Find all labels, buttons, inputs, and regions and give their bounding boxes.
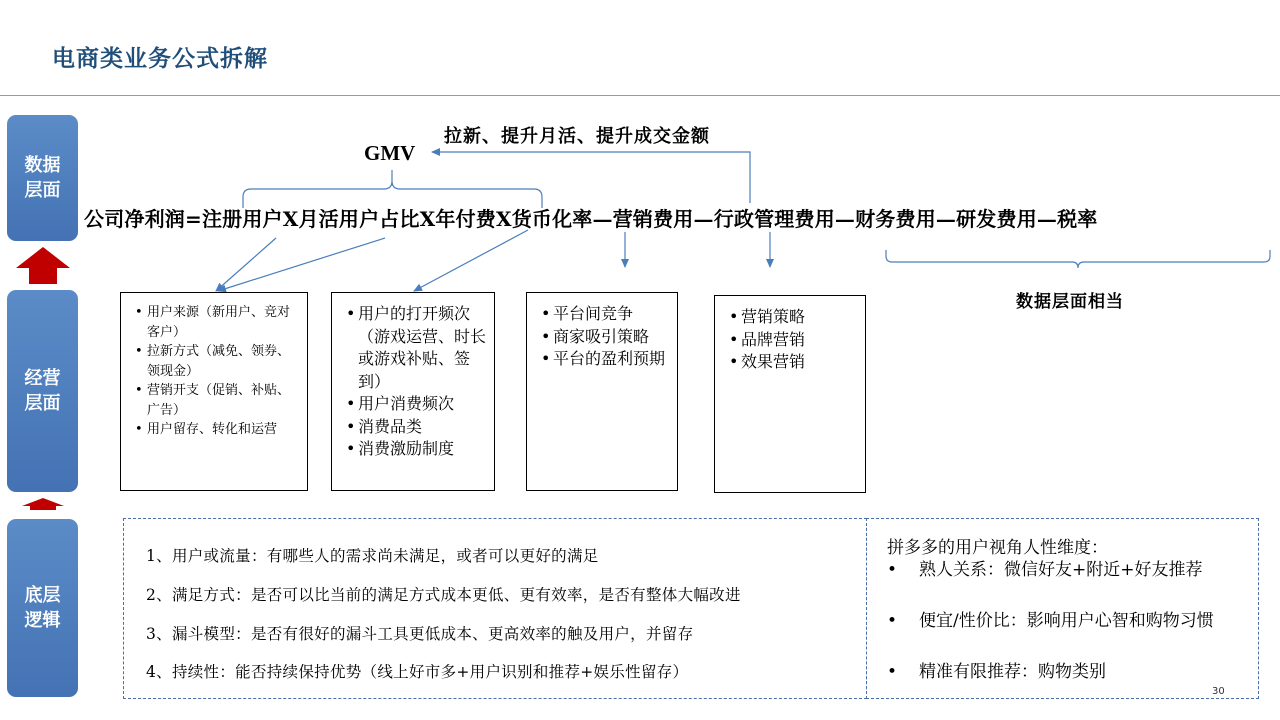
top-note: 拉新、提升月活、提升成交金额 — [444, 126, 710, 147]
list-item: • 用户的打开频次（游戏运营、时长或游戏补贴、签到） — [346, 303, 488, 393]
pdd-item-text: 精准有限推荐：购物类别 — [919, 662, 1106, 682]
bullet-icon: • — [887, 662, 898, 682]
side-label-data-layer-text: 数据层面 — [24, 155, 61, 201]
pdd-item — [887, 609, 1247, 634]
gmv-feedback-line — [432, 152, 750, 203]
list-item: • 效果营销 — [729, 351, 859, 374]
page-title: 电商类业务公式拆解 — [52, 46, 268, 72]
connector-pay-box2 — [414, 230, 528, 291]
ops-box-marketing — [714, 295, 866, 493]
logic-line-1: 1、用户或流量：有哪些人的需求尚未满足，或者可以更好的满足 — [146, 547, 599, 565]
list-item: • 平台的盈利预期 — [541, 348, 671, 371]
bullet-icon: • — [887, 611, 898, 631]
up-arrow-large — [16, 247, 70, 284]
connector-active-box1 — [218, 238, 385, 291]
logic-line-3: 3、漏斗模型：是否有很好的漏斗工具更低成本、更高效率的触及用户，并留存 — [146, 625, 694, 643]
side-label-ops-layer-text: 经营层面 — [24, 368, 61, 414]
data-equivalent-label: 数据层面相当 — [1016, 292, 1124, 312]
connector-users-box1 — [216, 238, 276, 291]
list-item: • 营销开支（促销、补贴、广告） — [135, 381, 301, 420]
gmv-label: GMV — [364, 141, 416, 165]
pdd-title: 拼多多的用户视角人性维度： — [887, 538, 1108, 558]
profit-formula: 公司净利润=注册用户X月活用户占比X年付费X货币化率—营销费用—行政管理费用—财务费用—研发费用—税率 — [84, 207, 1098, 231]
side-label-base-logic-text: 底层逻辑 — [24, 585, 61, 631]
pdd-item — [887, 558, 1247, 583]
list-item: • 用户留存、转化和运营 — [135, 420, 301, 440]
ops-box-user-activity — [331, 292, 495, 491]
list-item: • 品牌营销 — [729, 329, 859, 352]
data-equivalent-brace — [886, 250, 1270, 268]
list-item: • 用户来源（新用户、竞对客户） — [135, 303, 301, 342]
list-item: • 商家吸引策略 — [541, 326, 671, 349]
logic-line-2: 2、满足方式：是否可以比当前的满足方式成本更低、更有效率，是否有整体大幅改进 — [146, 586, 741, 604]
bullet-icon: • — [887, 560, 898, 580]
list-item: • 营销策略 — [729, 306, 859, 329]
pdd-item — [887, 660, 1247, 685]
list-item: • 用户消费频次 — [346, 393, 488, 416]
list-item: • 消费品类 — [346, 416, 488, 439]
ops-box-monetization — [526, 292, 678, 491]
up-arrow-small — [22, 498, 64, 510]
list-item: • 拉新方式（减免、领券、领现金） — [135, 342, 301, 381]
list-item: • 平台间竞争 — [541, 303, 671, 326]
pdd-item-text: 熟人关系：微信好友+附近+好友推荐 — [919, 560, 1203, 580]
logic-line-4: 4、持续性：能否持续保持优势（线上好市多+用户识别和推荐+娱乐性留存） — [146, 663, 689, 681]
list-item: • 消费激励制度 — [346, 438, 488, 461]
pdd-item-text: 便宜/性价比：影响用户心智和购物习惯 — [919, 611, 1214, 631]
ops-box-user-acquisition — [120, 292, 308, 491]
page-number: 30 — [1212, 686, 1225, 697]
